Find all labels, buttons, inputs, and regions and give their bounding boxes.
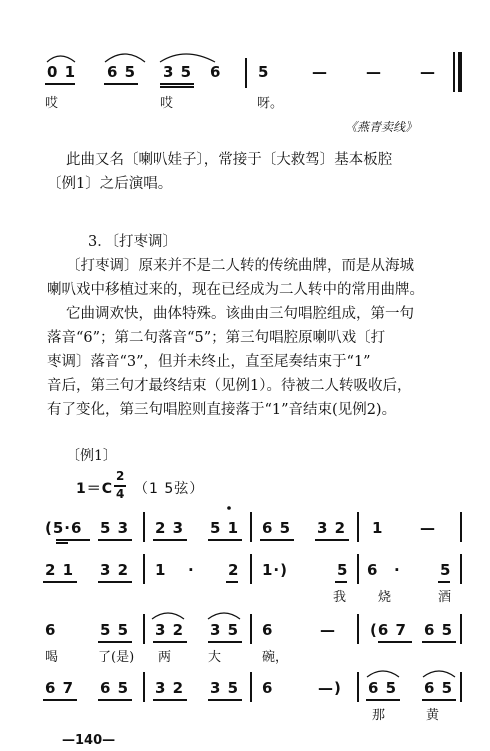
- example-label: 〔例1〕: [66, 448, 117, 464]
- underline: [260, 539, 294, 541]
- paragraph-line: 落音“6”；第二句落音“5”；第三句唱腔原喇叭戏〔打: [47, 330, 386, 346]
- lyric: 喝: [45, 650, 59, 665]
- barline: [143, 554, 145, 584]
- underline: [208, 699, 242, 701]
- lyric: 呀。: [257, 96, 284, 111]
- score-note: —): [318, 679, 342, 697]
- paragraph-line: 枣调〕落音“3”，但并未终止，直至尾奏结束于“1”: [47, 354, 371, 370]
- lyric: 了(是): [98, 650, 135, 665]
- lyric: 烧: [378, 590, 392, 605]
- underline: [160, 86, 194, 88]
- lyric: 哎: [45, 96, 59, 111]
- score-note: 3 2: [100, 561, 130, 579]
- slur-arcs: [45, 48, 245, 66]
- score-note: 5: [440, 561, 452, 579]
- score-note: 5 5: [100, 621, 130, 639]
- underline: [56, 539, 90, 541]
- underline: [422, 699, 456, 701]
- score-note: 3 2: [317, 519, 347, 537]
- underline: [98, 641, 132, 643]
- lyric: 酒: [438, 590, 452, 605]
- score-note: ·: [394, 561, 401, 579]
- score-note: 6 5: [424, 679, 454, 697]
- score-note: —: [420, 519, 436, 537]
- score-note: 3 5: [163, 63, 193, 81]
- score-note: 1: [155, 561, 167, 579]
- score-note: 3 2: [155, 621, 185, 639]
- underline: [160, 83, 194, 85]
- underline: [98, 699, 132, 701]
- score-note: 5 3: [100, 519, 130, 537]
- underline: [43, 699, 77, 701]
- underline: [315, 539, 349, 541]
- barline: [357, 554, 359, 584]
- score-note: 6 5: [107, 63, 137, 81]
- time-denominator: 4: [116, 487, 126, 501]
- underline: [153, 699, 187, 701]
- score-note: 5: [337, 561, 349, 579]
- underline: [226, 581, 238, 583]
- underline: [98, 539, 132, 541]
- barline: [250, 614, 252, 644]
- barline: [357, 672, 359, 702]
- score-note: ·: [188, 561, 195, 579]
- barline: [143, 614, 145, 644]
- score-note: 6: [262, 679, 274, 697]
- score-note: 6: [210, 63, 222, 81]
- underline: [104, 83, 138, 85]
- score-note: 6: [45, 621, 57, 639]
- paragraph-line: 此曲又名〔喇叭娃子〕，常接于〔大救驾〕基本板腔: [66, 152, 393, 168]
- barline: [458, 52, 462, 92]
- underline: [422, 641, 456, 643]
- paragraph-line: 喇叭戏中移植过来的，现在已经成为二人转中的常用曲牌。: [47, 282, 424, 298]
- score-note: 6 7: [45, 679, 75, 697]
- underline: [335, 581, 347, 583]
- lyric: 两: [158, 650, 172, 665]
- barline: [250, 554, 252, 584]
- lyric: 我: [333, 590, 347, 605]
- score-note: —: [366, 63, 382, 81]
- barline: [460, 614, 462, 644]
- underline: [153, 539, 187, 541]
- score-note: —: [312, 63, 328, 81]
- time-numerator: 2: [116, 469, 126, 483]
- underline: [153, 641, 187, 643]
- barline: [245, 58, 247, 88]
- score-note: 3 5: [210, 679, 240, 697]
- score-note: 2 3: [155, 519, 185, 537]
- slur-arcs: [150, 606, 250, 622]
- score-note: 1·): [262, 561, 288, 579]
- underline: [56, 542, 68, 544]
- score-note: 6: [262, 621, 274, 639]
- barline: [460, 672, 462, 702]
- score-note: 6: [367, 561, 379, 579]
- paragraph-line: 音后，第三句才最终结束（见例1）。待被二人转吸收后，: [47, 378, 412, 394]
- score-note: 6 5: [262, 519, 292, 537]
- paragraph-line: 〔打枣调〕原来并不是二人转的传统曲牌，而是从海城: [66, 258, 414, 274]
- barline: [143, 672, 145, 702]
- lyric: 哎: [160, 96, 174, 111]
- lyric: 碗，: [262, 650, 289, 665]
- underline: [98, 581, 132, 583]
- score-note: 6 5: [368, 679, 398, 697]
- section-title: 3．〔打枣调〕: [88, 234, 177, 250]
- score-note: 3 5: [210, 621, 240, 639]
- barline: [453, 52, 455, 92]
- high-octave-dot: [225, 504, 235, 514]
- underline: [43, 581, 77, 583]
- score-note: —: [420, 63, 436, 81]
- lyric: 黄: [426, 708, 440, 723]
- barline: [250, 672, 252, 702]
- string-note: （1 5弦）: [134, 481, 205, 497]
- score-note: 6 5: [100, 679, 130, 697]
- score-note: 6 5: [424, 621, 454, 639]
- score-note: 2 1: [45, 561, 75, 579]
- barline: [250, 512, 252, 542]
- barline: [460, 512, 462, 542]
- underline: [208, 641, 242, 643]
- score-note: (6 7: [370, 621, 407, 639]
- underline: [45, 83, 75, 85]
- score-note: 3 2: [155, 679, 185, 697]
- lyric: 大: [208, 650, 222, 665]
- barline: [143, 512, 145, 542]
- paragraph-line: 〔例1〕之后演唱。: [47, 176, 173, 192]
- score-note: 5 1: [210, 519, 240, 537]
- barline: [460, 554, 462, 584]
- slur-arcs: [365, 664, 460, 680]
- score-note: 1: [372, 519, 384, 537]
- underline: [208, 539, 242, 541]
- barline: [357, 614, 359, 644]
- score-note: 2: [228, 561, 240, 579]
- lyric: 那: [372, 708, 386, 723]
- paragraph-line: 有了变化，第三句唱腔则直接落于“1”音结束(见例2)。: [47, 402, 397, 418]
- underline: [438, 581, 450, 583]
- score-note: (5·6: [45, 519, 83, 537]
- score-note: 5: [258, 63, 270, 81]
- barline: [357, 512, 359, 542]
- score-note: —: [320, 621, 336, 639]
- underline: [378, 641, 412, 643]
- key-signature: 1＝C: [76, 481, 114, 497]
- source-title: 《燕青卖线》: [345, 120, 418, 134]
- paragraph-line: 它曲调欢快，曲体特殊。该曲由三句唱腔组成，第一句: [66, 306, 414, 322]
- underline: [366, 699, 400, 701]
- score-note: 0 1: [47, 63, 77, 81]
- page-number: —140—: [62, 733, 116, 748]
